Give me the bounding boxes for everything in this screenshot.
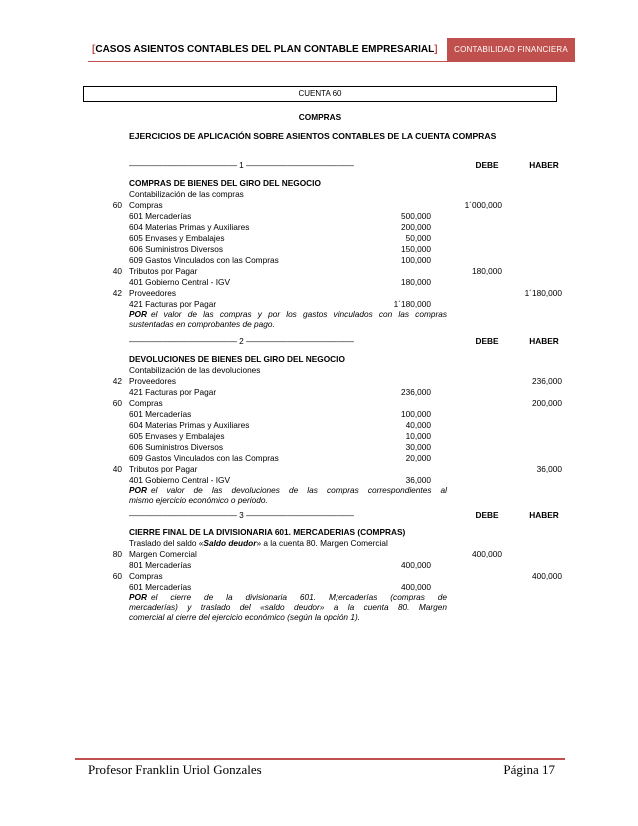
entry1-haber: 1´180,000 [524, 288, 562, 298]
entry2-amount: 40,000 [405, 420, 431, 430]
entry1-amount: 500,000 [401, 211, 431, 221]
footer-divider [75, 758, 565, 760]
separator-3: ————————————— 3 ————————————— [129, 510, 354, 520]
col-haber-2: HABER [529, 336, 559, 346]
entry2-sub: 604 Materias Primas y Auxiliares [129, 420, 250, 430]
entry1-amount: 180,000 [401, 277, 431, 287]
entry3-sub: 801 Mercaderías [129, 560, 192, 570]
entry3-intro-b: Saldo deudor [203, 538, 257, 548]
entry3-note [129, 592, 447, 622]
page-header [88, 38, 575, 61]
col-debe-2: DEBE [475, 336, 499, 346]
entry2-amount: 20,000 [405, 453, 431, 463]
entry2-label: Compras [129, 398, 163, 408]
page-footer [88, 762, 555, 778]
entry1-amount: 150,000 [401, 244, 431, 254]
entry1-intro: Contabilización de las compras [129, 189, 244, 199]
header-divider [88, 61, 575, 62]
entry1-sub: 604 Materias Primas y Auxiliares [129, 222, 250, 232]
separator-1: ————————————— 1 ————————————— [129, 160, 354, 170]
entry1-sub: 421 Facturas por Pagar [129, 299, 217, 309]
entry2-por: POR [129, 485, 147, 495]
section-heading: COMPRAS [298, 112, 342, 122]
entry2-label: Proveedores [129, 376, 177, 386]
entry2-debe: 236,000 [532, 376, 562, 386]
separator-2: ————————————— 2 ————————————— [129, 336, 354, 346]
entry1-label: Tributos por Pagar [129, 266, 198, 276]
entry2-sub: 609 Gastos Vinculados con las Compras [129, 453, 279, 463]
entry1-debe: 180,000 [472, 266, 502, 276]
entry3-amount: 400,000 [401, 560, 431, 570]
entry2-sub: 606 Suministros Diversos [129, 442, 224, 452]
entry1-note-line1: el valor de las compras y por los gastos vinculados con las compras [150, 309, 447, 319]
entry3-title: CIERRE FINAL DE LA DIVISIONARIA 601. MERCADERIAS (COMPRAS) [129, 527, 406, 537]
entry1-code: 40 [112, 266, 122, 276]
entry3-label: Margen Comercial [129, 549, 197, 559]
col-debe-3: DEBE [475, 510, 499, 520]
header-title-area [88, 38, 447, 61]
entry3-sub: 601 Mercaderías [129, 582, 192, 592]
col-haber-3: HABER [529, 510, 559, 520]
entry2-sub: 601 Mercaderías [129, 409, 192, 419]
entry1-amount: 200,000 [401, 222, 431, 232]
header-section-badge: CONTABILIDAD FINANCIERA [447, 38, 575, 61]
entry1-debe: 1´000,000 [464, 200, 502, 210]
entry2-haber: 36,000 [536, 464, 562, 474]
entry1-amount: 1´180,000 [393, 299, 431, 309]
entry3-por: POR [129, 592, 147, 602]
entry1-amount: 50,000 [405, 233, 431, 243]
entry2-amount: 100,000 [401, 409, 431, 419]
entry1-sub: 605 Envases y Embalajes [129, 233, 225, 243]
entry1-note-line2: sustentadas en comprobantes de pago. [129, 319, 275, 329]
entry2-label: Tributos por Pagar [129, 464, 198, 474]
entry1-amount: 100,000 [401, 255, 431, 265]
entry2-note [129, 485, 447, 505]
entry2-title: DEVOLUCIONES DE BIENES DEL GIRO DEL NEGOCIO [129, 354, 345, 364]
entry3-code: 60 [112, 571, 122, 581]
entry3-intro-a: Traslado del saldo « [129, 538, 204, 548]
entry2-code: 60 [112, 398, 122, 408]
footer-author: Profesor Franklin Uriol Gonzales [88, 762, 262, 777]
entry1-sub: 601 Mercaderías [129, 211, 192, 221]
entry1-label: Compras [129, 200, 163, 210]
entry3-debe: 400,000 [472, 549, 502, 559]
entry2-haber: 200,000 [532, 398, 562, 408]
exercise-subtitle: EJERCICIOS DE APLICACIÓN SOBRE ASIENTOS CONTABLES DE LA CUENTA COMPRAS [129, 131, 497, 141]
entry3-amount: 400,000 [401, 582, 431, 592]
entry1-sub: 606 Suministros Diversos [129, 244, 224, 254]
entry1-note [129, 309, 447, 329]
col-debe-1: DEBE [475, 160, 499, 170]
entry3-intro [129, 538, 388, 548]
entry2-amount: 10,000 [405, 431, 431, 441]
entry2-sub: 605 Envases y Embalajes [129, 431, 225, 441]
entry2-amount: 236,000 [401, 387, 431, 397]
entry1-code: 60 [112, 200, 122, 210]
header-bracket-open: [ [92, 44, 96, 55]
cuenta-box: CUENTA 60 [83, 86, 557, 102]
entry2-intro: Contabilización de las devoluciones [129, 365, 261, 375]
entry1-por: POR [129, 309, 147, 319]
entry3-label: Compras [129, 571, 163, 581]
entry3-note-line3: comercial al cierre del ejercicio económico (según la opción 1). [129, 612, 361, 622]
entry2-note-line2: mismo ejercicio económico o periodo. [129, 495, 268, 505]
entry2-code: 42 [112, 376, 122, 386]
entry1-sub: 609 Gastos Vinculados con las Compras [129, 255, 279, 265]
entry2-amount: 36,000 [405, 475, 431, 485]
entry1-code: 42 [112, 288, 122, 298]
entry3-note-line1: el cierre de la divisionaria 601. M;ercaderías (compras de [150, 592, 447, 602]
entry1-sub: 401 Gobierno Central - IGV [129, 277, 230, 287]
entry2-sub: 401 Gobierno Central - IGV [129, 475, 230, 485]
header-title: CASOS ASIENTOS CONTABLES DEL PLAN CONTABLE EMPRESARIAL [95, 44, 435, 55]
entry3-haber: 400,000 [532, 571, 562, 581]
entry3-intro-c: » a la cuenta 80. Margen Comercial [256, 538, 388, 548]
entry2-amount: 30,000 [405, 442, 431, 452]
entry3-note-line2: mercaderías) y traslado del «saldo deudor» a la cuenta 80. Margen [129, 602, 447, 612]
entry2-sub: 421 Facturas por Pagar [129, 387, 217, 397]
entry3-code: 80 [112, 549, 122, 559]
page-number: Página 17 [503, 762, 555, 777]
entry1-label: Proveedores [129, 288, 177, 298]
entry2-note-line1: el valor de las devoluciones de las compras correspondientes al [150, 485, 447, 495]
entry1-title: COMPRAS DE BIENES DEL GIRO DEL NEGOCIO [129, 178, 321, 188]
entry2-code: 40 [112, 464, 122, 474]
header-bracket-close: ] [434, 44, 438, 55]
col-haber-1: HABER [529, 160, 559, 170]
